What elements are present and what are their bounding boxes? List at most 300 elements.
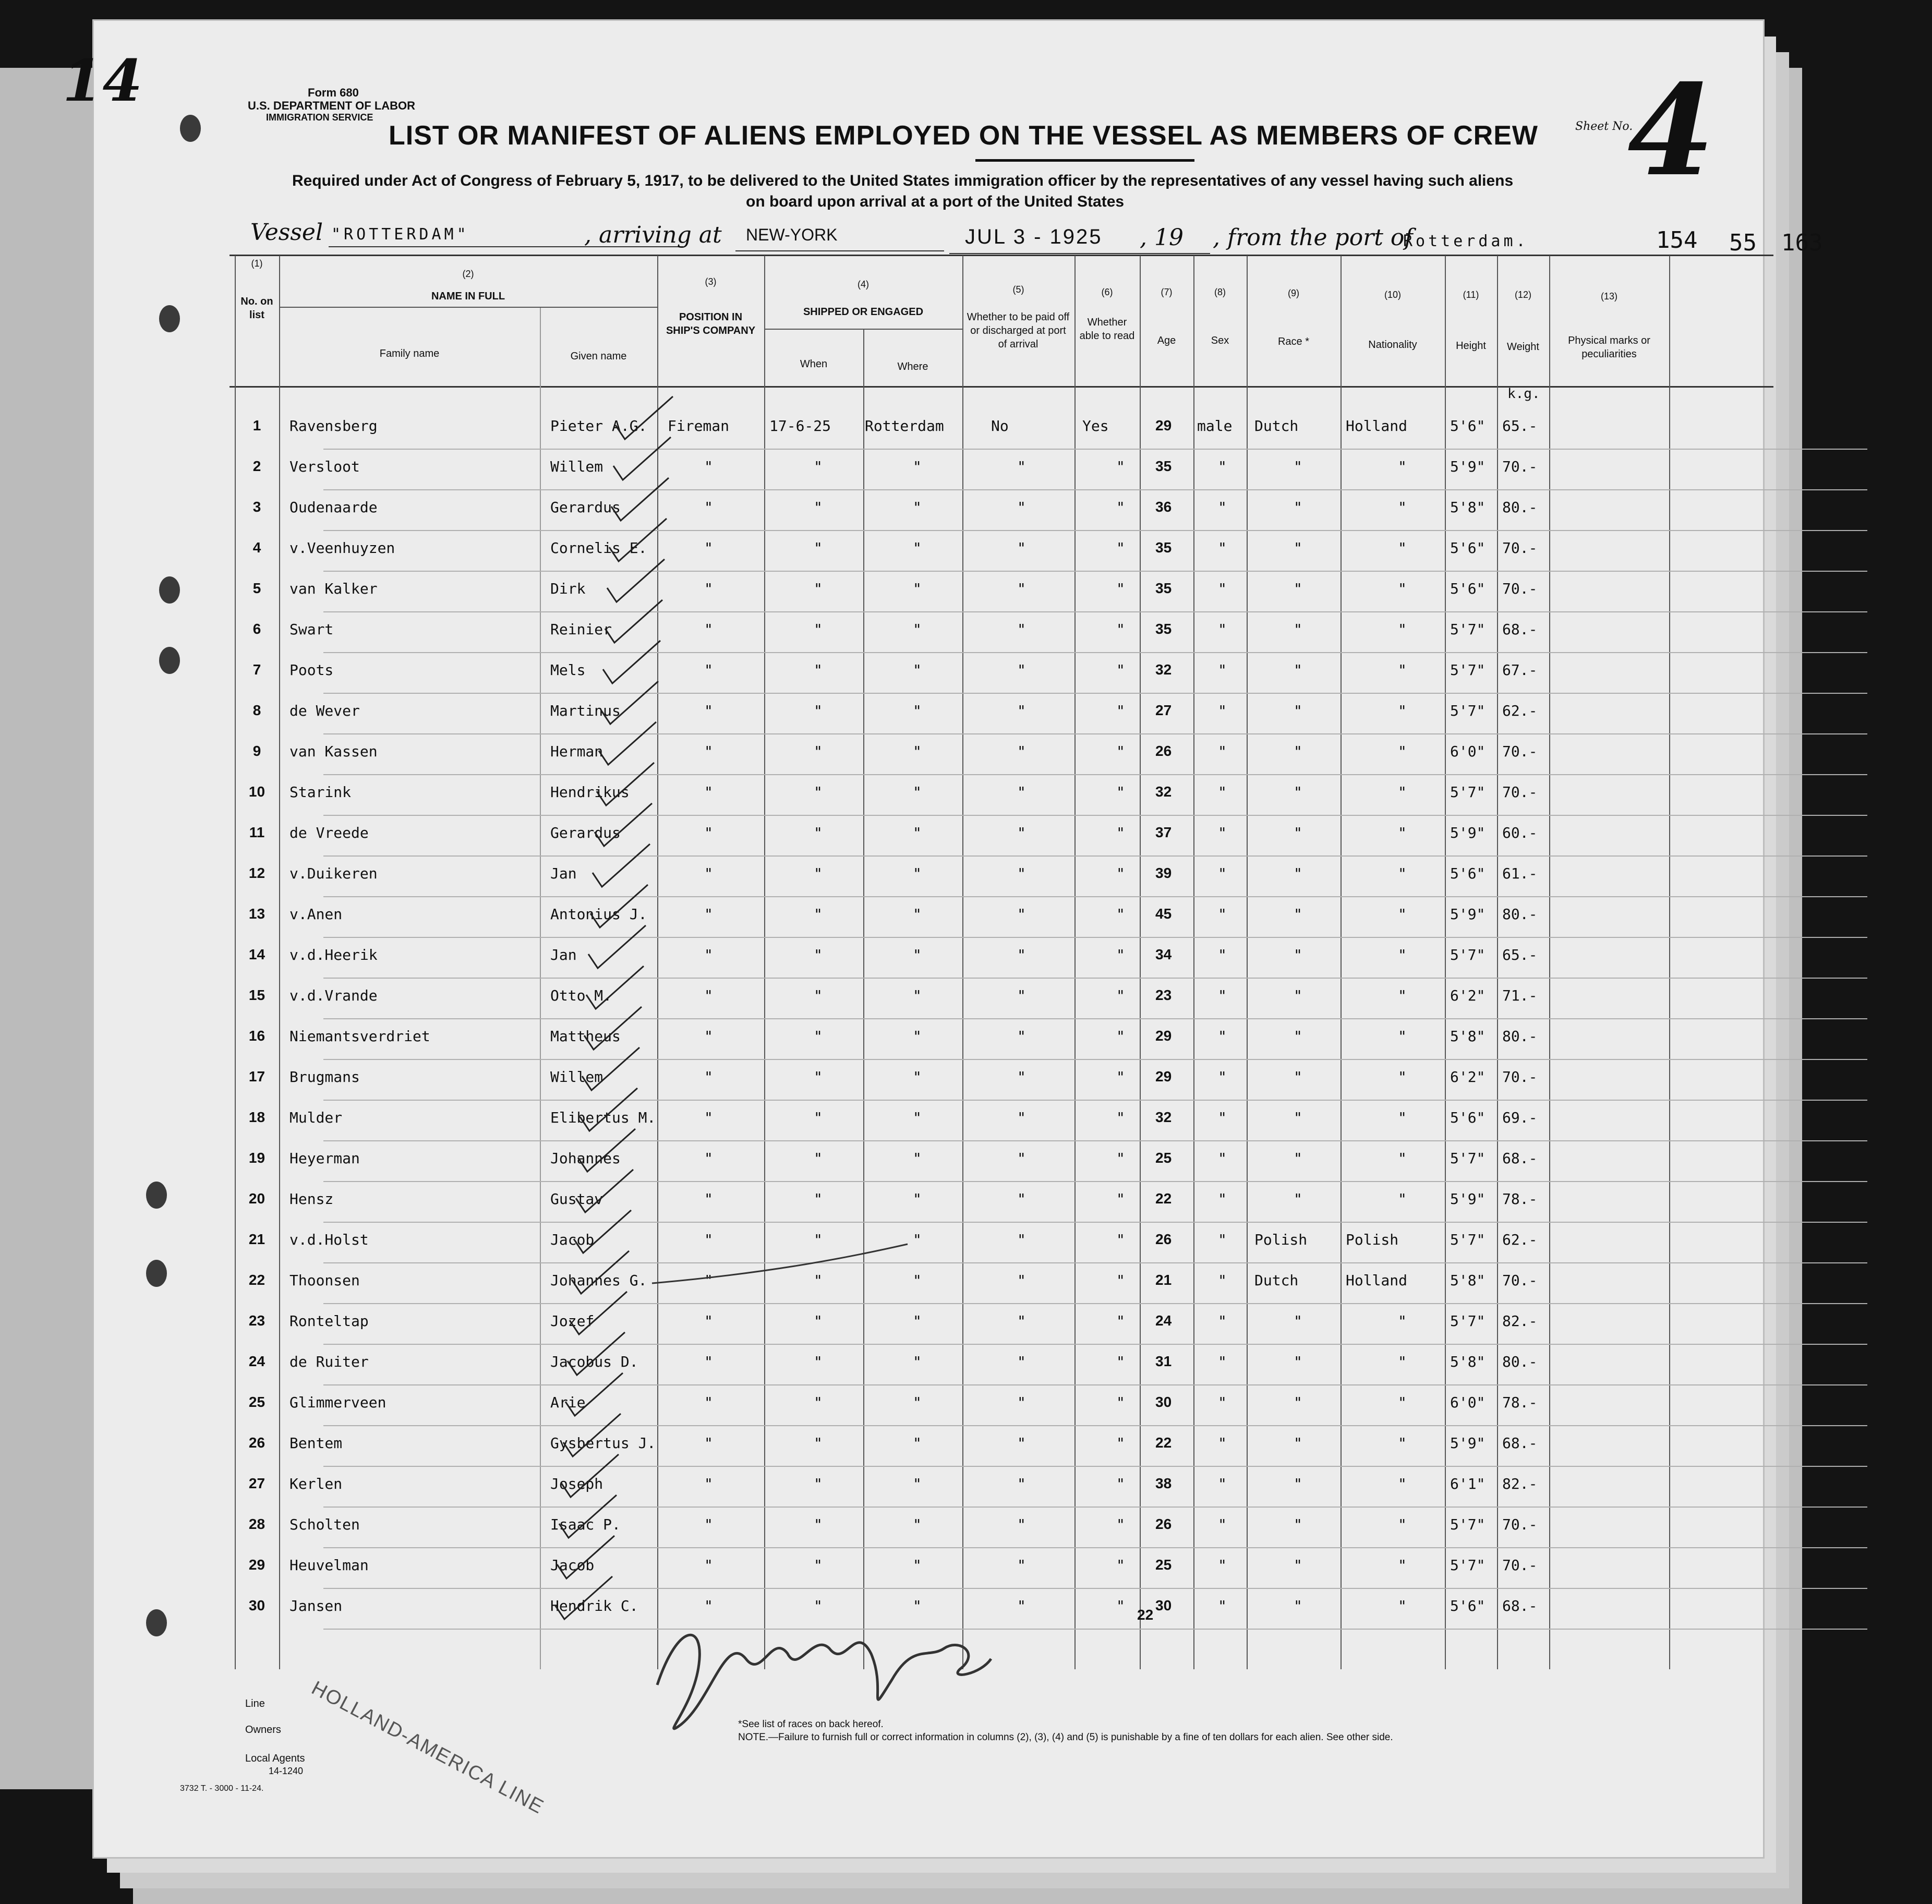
row-no: 30: [248, 1597, 265, 1613]
row-read: Yes: [1082, 417, 1109, 435]
ditto-mark: ": [1017, 1597, 1026, 1614]
ditto-mark: ": [1218, 1109, 1227, 1126]
row-sex: male: [1197, 417, 1233, 435]
ditto-mark: ": [1218, 1272, 1227, 1289]
row-weight: 68.-: [1502, 1597, 1538, 1614]
row-no: 16: [248, 1028, 265, 1044]
ditto-mark: ": [1398, 580, 1407, 597]
row-age: 25: [1155, 1150, 1172, 1166]
arriving-label: , arriving at: [584, 222, 722, 248]
ditto-mark: ": [814, 1475, 823, 1492]
check-mark: [565, 1373, 623, 1416]
ditto-mark: ": [704, 743, 713, 760]
check-mark: [595, 803, 652, 846]
ditto-mark: ": [1017, 1068, 1026, 1086]
ditto-mark: ": [1218, 784, 1227, 801]
ditto-mark: ": [814, 1068, 823, 1086]
row-no: 6: [252, 621, 261, 637]
row-weight: 70.-: [1502, 1516, 1538, 1533]
ditto-mark: ": [1398, 702, 1407, 719]
row-given: Isaac P.: [550, 1516, 621, 1533]
row-family: v.Anen: [289, 906, 343, 923]
row-weight: 80.-: [1502, 906, 1538, 923]
row-weight: 65.-: [1502, 946, 1538, 963]
row-given: Herman: [550, 743, 603, 760]
check-mark: [590, 885, 648, 927]
check-mark: [574, 1210, 631, 1253]
row-no: 3: [252, 499, 261, 515]
ditto-mark: ": [1218, 987, 1227, 1004]
ditto-mark: ": [1017, 1353, 1026, 1370]
row-given: Gustav: [550, 1190, 603, 1208]
row-weight: 80.-: [1502, 499, 1538, 516]
ditto-mark: ": [814, 1353, 823, 1370]
pen-stroke: [652, 1244, 908, 1283]
ditto-mark: ": [1017, 946, 1026, 963]
ditto-mark: ": [1218, 1597, 1227, 1614]
ditto-mark: ": [1017, 1150, 1026, 1167]
row-no: 28: [248, 1516, 265, 1532]
ditto-mark: ": [1398, 499, 1407, 516]
ditto-mark: ": [704, 1068, 713, 1086]
vessel-name: "ROTTERDAM": [331, 225, 469, 244]
check-mark: [572, 1251, 629, 1294]
row-given: Willem: [550, 1068, 603, 1086]
row-age: 30: [1155, 1394, 1172, 1410]
ditto-mark: ": [1116, 946, 1125, 963]
row-height: 5'6": [1450, 580, 1486, 597]
ditto-mark: ": [1116, 1150, 1125, 1167]
row-family: Kerlen: [289, 1475, 343, 1492]
ditto-mark: ": [1294, 499, 1302, 516]
row-family: de Wever: [289, 702, 360, 719]
ditto-mark: ": [1218, 458, 1227, 475]
ditto-mark: ": [814, 580, 823, 597]
col-family-heading: Family name: [379, 348, 440, 359]
ditto-mark: ": [1398, 906, 1407, 923]
ditto-mark: ": [1218, 1312, 1227, 1330]
row-given: Gysbertus J.: [550, 1435, 656, 1452]
ditto-mark: ": [913, 1231, 922, 1248]
row-weight: 70.-: [1502, 1272, 1538, 1289]
row-given: Mattheus: [550, 1028, 621, 1045]
ditto-mark: ": [704, 906, 713, 923]
check-mark: [584, 1007, 642, 1050]
ditto-mark: ": [1017, 458, 1026, 475]
ditto-mark: ": [1017, 1231, 1026, 1248]
row-height: 5'9": [1450, 906, 1486, 923]
fine-note: NOTE.—Failure to furnish full or correct information in columns (2), (3), (4) and (5) is punishable by a fine of ten dollars for each alien. See other side.: [738, 1732, 1393, 1743]
row-family: de Vreede: [289, 824, 369, 841]
ditto-mark: ": [913, 1475, 922, 1492]
ditto-mark: ": [1218, 1190, 1227, 1208]
ditto-mark: ": [704, 1272, 713, 1289]
ditto-mark: ": [814, 1150, 823, 1167]
ditto-mark: ": [1398, 1516, 1407, 1533]
row-age: 23: [1155, 987, 1172, 1003]
ditto-mark: ": [1294, 580, 1302, 597]
row-no: 5: [252, 580, 261, 596]
ditto-mark: ": [1398, 743, 1407, 760]
line-label: Line: [245, 1698, 265, 1709]
race-note: *See list of races on back hereof.: [738, 1719, 884, 1730]
ditto-mark: ": [1017, 987, 1026, 1004]
row-no: 26: [248, 1435, 265, 1451]
ditto-mark: ": [1017, 580, 1026, 597]
ditto-mark: ": [1294, 1150, 1302, 1167]
ditto-mark: ": [814, 1394, 823, 1411]
stamped-number-2: 55: [1729, 230, 1757, 256]
ditto-mark: ": [1398, 1150, 1407, 1167]
row-weight: 68.-: [1502, 621, 1538, 638]
ditto-mark: ": [1398, 1190, 1407, 1208]
row-height: 5'6": [1450, 417, 1486, 435]
ditto-mark: ": [1218, 865, 1227, 882]
check-mark: [580, 1088, 637, 1131]
row-height: 5'9": [1450, 1435, 1486, 1452]
ditto-mark: ": [1294, 946, 1302, 963]
arrival-date-stamp: JUL 3 - 1925: [965, 225, 1103, 248]
check-mark: [561, 1454, 619, 1497]
ditto-mark: ": [704, 784, 713, 801]
row-given: Jan: [550, 865, 577, 882]
arrival-port: NEW-YORK: [746, 225, 838, 244]
ditto-mark: ": [704, 865, 713, 882]
row-given: Pieter A.G.: [550, 417, 647, 435]
col-marks-heading: Physical marks or peculiarities: [1568, 335, 1650, 360]
check-mark: [576, 1170, 633, 1212]
agents-number: 14-1240: [269, 1766, 304, 1776]
ditto-mark: ": [1398, 1312, 1407, 1330]
row-when: 17-6-25: [769, 417, 831, 435]
ditto-mark: ": [1218, 580, 1227, 597]
ditto-mark: ": [1398, 539, 1407, 557]
ditto-mark: ": [704, 1557, 713, 1574]
row-family: Ronteltap: [289, 1312, 369, 1330]
ditto-mark: ": [814, 1190, 823, 1208]
ditto-mark: ": [1017, 1394, 1026, 1411]
row-weight: 78.-: [1502, 1394, 1538, 1411]
row-family: Thoonsen: [289, 1272, 360, 1289]
row-age: 35: [1155, 458, 1172, 474]
ditto-mark: ": [1116, 621, 1125, 638]
row-age: 37: [1155, 824, 1172, 840]
ditto-mark: ": [814, 824, 823, 841]
ditto-mark: ": [913, 946, 922, 963]
ditto-mark: ": [1017, 1516, 1026, 1533]
ditto-mark: ": [1294, 539, 1302, 557]
row-family: Niemantsverdriet: [289, 1028, 430, 1045]
row-weight: 70.-: [1502, 1068, 1538, 1086]
ditto-mark: ": [1294, 1068, 1302, 1086]
ditto-mark: ": [704, 458, 713, 475]
ditto-mark: ": [1116, 1597, 1125, 1614]
col-12-number: (12): [1514, 290, 1531, 300]
row-weight: 68.-: [1502, 1435, 1538, 1452]
ditto-mark: ": [1218, 1353, 1227, 1370]
row-height: 5'7": [1450, 1516, 1486, 1533]
stamped-number-3: 163: [1781, 230, 1823, 256]
ditto-mark: ": [913, 1028, 922, 1045]
ditto-mark: ": [1116, 458, 1125, 475]
ditto-mark: ": [913, 865, 922, 882]
col-7-number: (7): [1161, 287, 1173, 297]
ditto-mark: ": [814, 621, 823, 638]
ditto-mark: ": [913, 1109, 922, 1126]
row-age: 31: [1155, 1353, 1172, 1369]
row-height: 6'0": [1450, 1394, 1486, 1411]
ditto-mark: ": [1218, 621, 1227, 638]
row-no: 1: [252, 417, 261, 433]
row-family: v.Duikeren: [289, 865, 378, 882]
ditto-mark: ": [1398, 987, 1407, 1004]
ditto-mark: ": [913, 580, 922, 597]
row-given: Dirk: [550, 580, 586, 597]
ditto-mark: ": [814, 1312, 823, 1330]
row-height: 5'7": [1450, 1150, 1486, 1167]
row-family: v.d.Heerik: [289, 946, 378, 963]
ditto-mark: ": [704, 1028, 713, 1045]
row-age: 25: [1155, 1557, 1172, 1573]
col-shipped-heading: SHIPPED OR ENGAGED: [803, 306, 924, 318]
col-nationality-heading: Nationality: [1368, 339, 1417, 351]
ditto-mark: ": [1218, 1231, 1227, 1248]
ditto-mark: ": [704, 1597, 713, 1614]
row-height: 5'6": [1450, 1109, 1486, 1126]
check-mark: [599, 722, 656, 765]
ditto-mark: ": [704, 539, 713, 557]
ditto-mark: ": [913, 824, 922, 841]
row-weight: 70.-: [1502, 743, 1538, 760]
row-given: Jacob: [550, 1231, 595, 1248]
col-10-number: (10): [1384, 290, 1401, 300]
row-height: 5'8": [1450, 499, 1486, 516]
row-no: 8: [252, 702, 261, 718]
check-mark: [605, 600, 662, 643]
row-height: 5'8": [1450, 1028, 1486, 1045]
col-when-heading: When: [800, 358, 828, 370]
row-where: Rotterdam: [865, 417, 944, 435]
check-mark: [601, 681, 658, 724]
row-given: Gerardus: [550, 499, 621, 516]
col-given-heading: Given name: [570, 351, 627, 362]
row-no: 20: [248, 1190, 265, 1207]
row-no: 23: [248, 1312, 265, 1329]
row-age: 38: [1155, 1475, 1172, 1491]
row-nationality: Polish: [1346, 1231, 1399, 1248]
ditto-mark: ": [814, 743, 823, 760]
ditto-mark: ": [814, 946, 823, 963]
ditto-mark: ": [1218, 743, 1227, 760]
row-family: Swart: [289, 621, 334, 638]
ditto-mark: ": [1116, 1394, 1125, 1411]
row-given: Martinus: [550, 702, 621, 719]
row-paid: No: [991, 417, 1009, 435]
manifest-page: [63, 21, 1823, 1857]
inspector-signature: [647, 1601, 1001, 1748]
ditto-mark: ": [1116, 661, 1125, 679]
ditto-mark: ": [1218, 1557, 1227, 1574]
ditto-mark: ": [913, 1557, 922, 1574]
row-no: 12: [248, 865, 265, 881]
ditto-mark: ": [704, 946, 713, 963]
row-height: 5'7": [1450, 784, 1486, 801]
ditto-mark: ": [1294, 1394, 1302, 1411]
ditto-mark: ": [814, 702, 823, 719]
row-weight: 61.-: [1502, 865, 1538, 882]
ditto-mark: ": [704, 499, 713, 516]
row-height: 5'7": [1450, 702, 1486, 719]
col-position-heading: POSITION IN SHIP'S COMPANY: [666, 311, 756, 336]
row-height: 5'9": [1450, 1190, 1486, 1208]
ditto-mark: ": [1116, 1231, 1125, 1248]
row-family: de Ruiter: [289, 1353, 369, 1370]
row-weight: 70.-: [1502, 458, 1538, 475]
row-no: 21: [248, 1231, 265, 1247]
ditto-mark: ": [814, 987, 823, 1004]
row-no: 4: [252, 539, 261, 556]
row-age: 29: [1155, 1068, 1172, 1084]
row-no: 24: [248, 1353, 265, 1369]
row-family: Poots: [289, 661, 334, 679]
ditto-mark: ": [1116, 1068, 1125, 1086]
ditto-mark: ": [1116, 702, 1125, 719]
check-mark: [609, 519, 667, 561]
row-family: Hensz: [289, 1190, 334, 1208]
row-nationality: Holland: [1346, 1272, 1408, 1289]
ditto-mark: ": [814, 906, 823, 923]
col-no-heading: No. on list: [240, 296, 273, 321]
ditto-mark: ": [1017, 621, 1026, 638]
ditto-mark: ": [704, 1435, 713, 1452]
ditto-mark: ": [704, 580, 713, 597]
ditto-mark: ": [1116, 824, 1125, 841]
row-height: 5'7": [1450, 621, 1486, 638]
row-age: 35: [1155, 539, 1172, 556]
ditto-mark: ": [1294, 1109, 1302, 1126]
ditto-mark: ": [814, 1557, 823, 1574]
row-given: Willem: [550, 458, 603, 475]
col-6-number: (6): [1101, 287, 1113, 297]
ditto-mark: ": [1294, 661, 1302, 679]
row-weight: 65.-: [1502, 417, 1538, 435]
row-no: 10: [248, 784, 265, 800]
row-height: 6'0": [1450, 743, 1486, 760]
row-given: Johannes G.: [550, 1272, 647, 1289]
row-family: v.d.Holst: [289, 1231, 369, 1248]
col-height-heading: Height: [1456, 340, 1486, 352]
ditto-mark: ": [1218, 702, 1227, 719]
ditto-mark: ": [814, 1109, 823, 1126]
row-height: 6'2": [1450, 987, 1486, 1004]
ditto-mark: ": [1398, 865, 1407, 882]
ditto-mark: ": [814, 1231, 823, 1248]
ditto-mark: ": [1218, 1150, 1227, 1167]
ditto-mark: ": [1218, 499, 1227, 516]
ditto-mark: ": [1017, 499, 1026, 516]
col-sex-heading: Sex: [1211, 335, 1229, 346]
row-race: Dutch: [1254, 1272, 1299, 1289]
check-mark: [597, 763, 654, 805]
ditto-mark: ": [1398, 946, 1407, 963]
ditto-mark: ": [913, 458, 922, 475]
ditto-mark: ": [1017, 1190, 1026, 1208]
row-height: 5'6": [1450, 539, 1486, 557]
subtitle-line-1: Required under Act of Congress of February 5, 1917, to be delivered to the United States immigration officer by the representatives of any vessel having such aliens: [292, 172, 1514, 189]
row-family: Heyerman: [289, 1150, 360, 1167]
check-mark: [593, 844, 650, 887]
ditto-mark: ": [704, 661, 713, 679]
row-family: Versloot: [289, 458, 360, 475]
row-no: 22: [248, 1272, 265, 1288]
row-no: 29: [248, 1557, 265, 1573]
row-no: 9: [252, 743, 261, 759]
ditto-mark: ": [704, 1516, 713, 1533]
row-weight: 80.-: [1502, 1028, 1538, 1045]
extra-age-entry: 22: [1137, 1607, 1154, 1623]
ditto-mark: ": [913, 784, 922, 801]
ditto-mark: ": [1398, 824, 1407, 841]
check-marks-layer: [94, 21, 1763, 1857]
ditto-mark: ": [704, 1353, 713, 1370]
ditto-mark: ": [913, 1394, 922, 1411]
ditto-mark: ": [913, 1516, 922, 1533]
ditto-mark: ": [1398, 661, 1407, 679]
ditto-mark: ": [704, 987, 713, 1004]
row-given: Jacobus D.: [550, 1353, 638, 1370]
row-no: 2: [252, 458, 261, 474]
ditto-mark: ": [913, 1312, 922, 1330]
row-age: 36: [1155, 499, 1172, 515]
ditto-mark: ": [1116, 1516, 1125, 1533]
ditto-mark: ": [1116, 1435, 1125, 1452]
row-no: 27: [248, 1475, 265, 1491]
vessel-label: Vessel: [250, 219, 323, 246]
col-2-number: (2): [462, 269, 474, 279]
ditto-mark: ": [1116, 1557, 1125, 1574]
row-no: 15: [248, 987, 265, 1003]
ditto-mark: ": [1218, 1068, 1227, 1086]
row-weight: 70.-: [1502, 580, 1538, 597]
ditto-mark: ": [1116, 1475, 1125, 1492]
row-height: 6'2": [1450, 1068, 1486, 1086]
ditto-mark: ": [1398, 1068, 1407, 1086]
ditto-mark: ": [913, 1435, 922, 1452]
col-5-number: (5): [1012, 284, 1024, 295]
ditto-mark: ": [814, 458, 823, 475]
ditto-mark: ": [1398, 458, 1407, 475]
row-weight: 70.-: [1502, 539, 1538, 557]
ditto-mark: ": [1116, 1272, 1125, 1289]
row-age: 29: [1155, 1028, 1172, 1044]
row-given: Elibertus M.: [550, 1109, 656, 1126]
ditto-mark: ": [814, 1516, 823, 1533]
ditto-mark: ": [704, 1394, 713, 1411]
corner-number: 14: [63, 47, 143, 114]
check-mark: [607, 559, 665, 602]
ditto-mark: ": [704, 1150, 713, 1167]
check-mark: [582, 1047, 639, 1090]
ditto-mark: ": [913, 1597, 922, 1614]
row-weight: 67.-: [1502, 661, 1538, 679]
row-nationality: Holland: [1346, 417, 1408, 435]
ditto-mark: ": [1116, 1312, 1125, 1330]
row-height: 5'8": [1450, 1353, 1486, 1370]
stamped-number: 154: [1656, 227, 1698, 254]
row-age: 21: [1155, 1272, 1172, 1288]
ditto-mark: ": [1116, 784, 1125, 801]
col-race-heading: Race *: [1277, 336, 1310, 347]
